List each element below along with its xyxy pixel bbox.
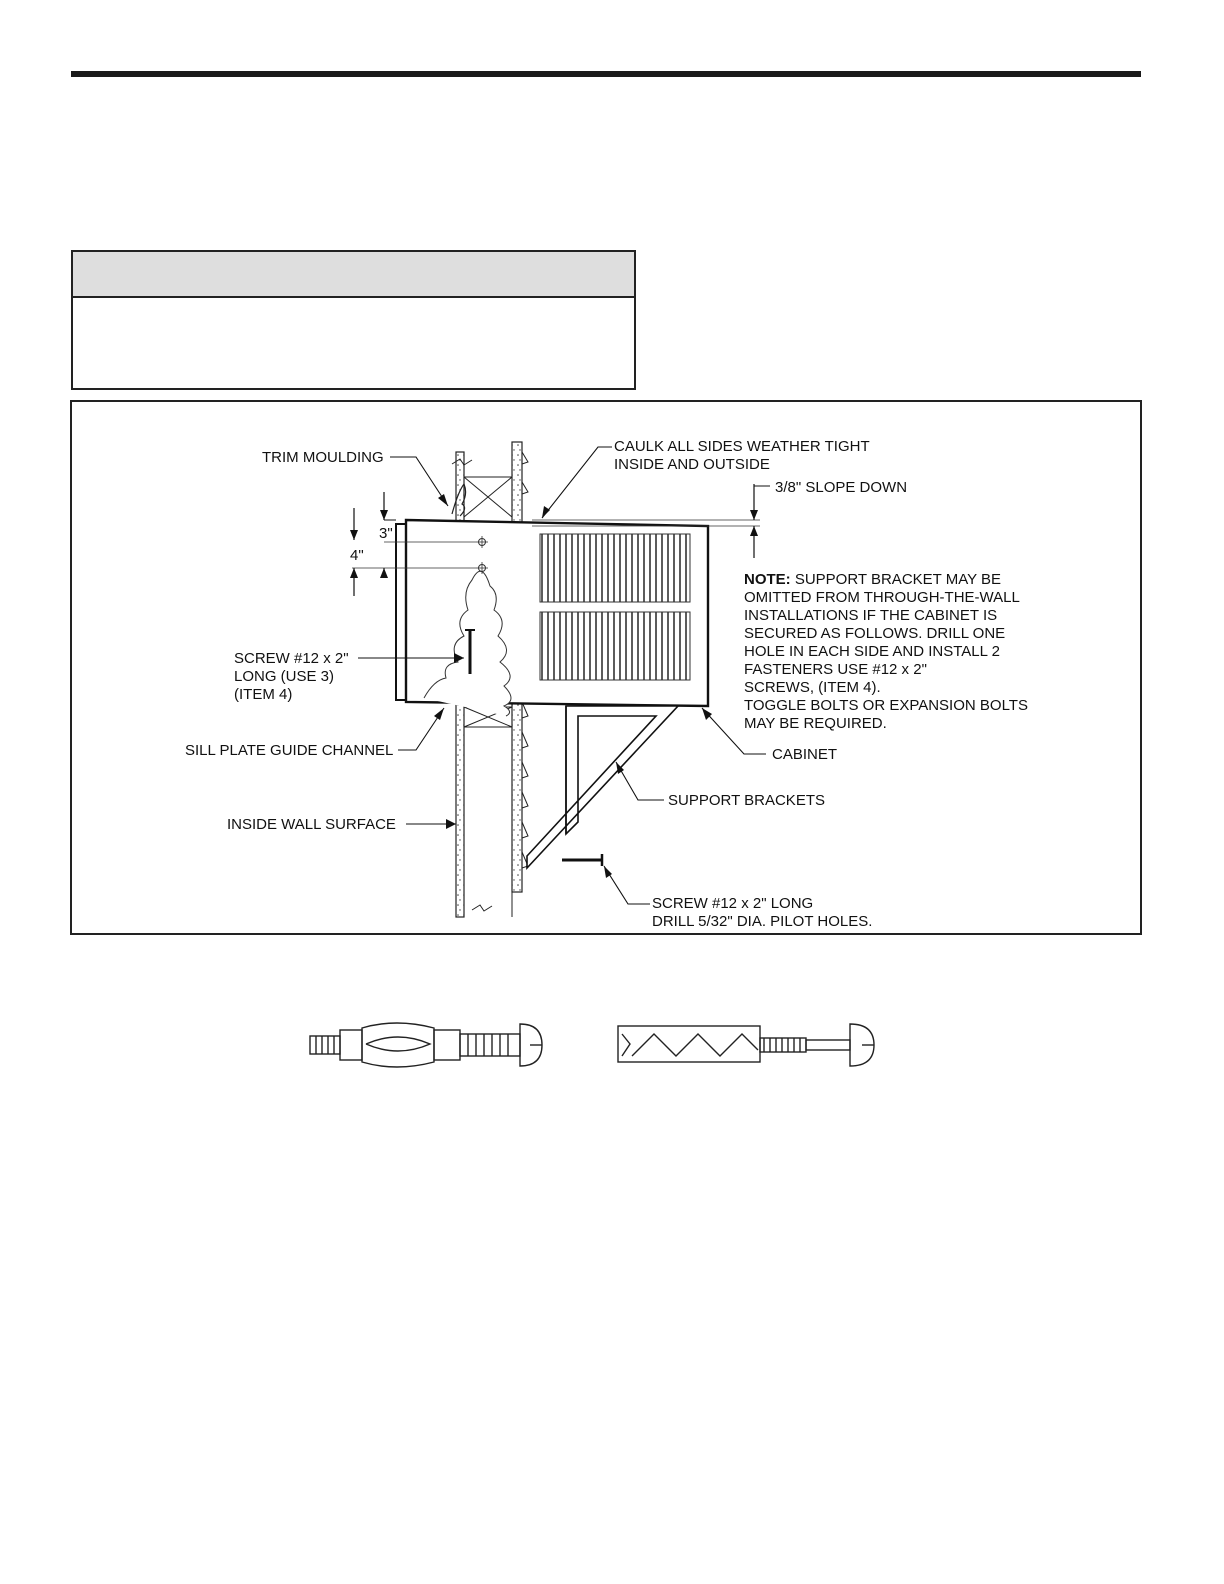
installation-diagram <box>72 402 1140 933</box>
label-screw-inside-2: LONG (USE 3) <box>234 668 335 685</box>
support-bracket <box>527 706 678 868</box>
note-line-1 <box>744 571 1001 588</box>
note-prefix: NOTE: <box>744 571 791 588</box>
bolt-illustrations <box>300 1010 900 1080</box>
label-slope: 3/8" SLOPE DOWN <box>775 479 908 496</box>
expansion-bolt-icon <box>310 1023 542 1067</box>
installation-figure <box>70 400 1142 935</box>
label-caulk-line2: INSIDE AND OUTSIDE <box>614 456 770 473</box>
label-screw-bottom-1: SCREW #12 x 2" LONG <box>652 895 814 912</box>
label-support-brackets: SUPPORT BRACKETS <box>668 792 825 809</box>
note-line-6: FASTENERS USE #12 x 2" <box>744 661 927 678</box>
note-line-8: TOGGLE BOLTS OR EXPANSION BOLTS <box>744 697 1028 714</box>
grille-lower <box>540 612 690 680</box>
label-dim-4: 4" <box>350 547 364 564</box>
label-sill-plate: SILL PLATE GUIDE CHANNEL <box>185 742 394 759</box>
label-trim-moulding: TRIM MOULDING <box>262 449 384 466</box>
note-line-2: OMITTED FROM THROUGH-THE-WALL <box>744 589 1020 606</box>
note-line-1-text: SUPPORT BRACKET MAY BE <box>790 571 1002 588</box>
grille-upper <box>540 534 690 602</box>
note-line-5: HOLE IN EACH SIDE AND INSTALL 2 <box>744 643 1000 660</box>
dimension-arrows <box>350 492 396 596</box>
notice-box-header <box>73 252 634 298</box>
note-line-4: SECURED AS FOLLOWS. DRILL ONE <box>744 625 1006 642</box>
label-cabinet: CABINET <box>772 746 838 763</box>
label-inside-wall: INSIDE WALL SURFACE <box>227 816 396 833</box>
header-rule <box>71 71 1141 77</box>
toggle-bolt-icon <box>618 1024 874 1066</box>
label-screw-inside-3: (ITEM 4) <box>234 686 293 703</box>
label-dim-3: 3" <box>379 525 393 542</box>
label-screw-inside-1: SCREW #12 x 2" <box>234 650 349 667</box>
cabinet <box>352 520 708 716</box>
note-line-7: SCREWS, (ITEM 4). <box>744 679 881 696</box>
label-screw-bottom-2: DRILL 5/32" DIA. PILOT HOLES. <box>652 913 873 930</box>
bottom-screw <box>562 854 602 866</box>
notice-box <box>71 250 636 390</box>
label-caulk-line1: CAULK ALL SIDES WEATHER TIGHT <box>614 438 870 455</box>
note-line-3: INSTALLATIONS IF THE CABINET IS <box>744 607 998 624</box>
note-line-9: MAY BE REQUIRED. <box>744 715 887 732</box>
